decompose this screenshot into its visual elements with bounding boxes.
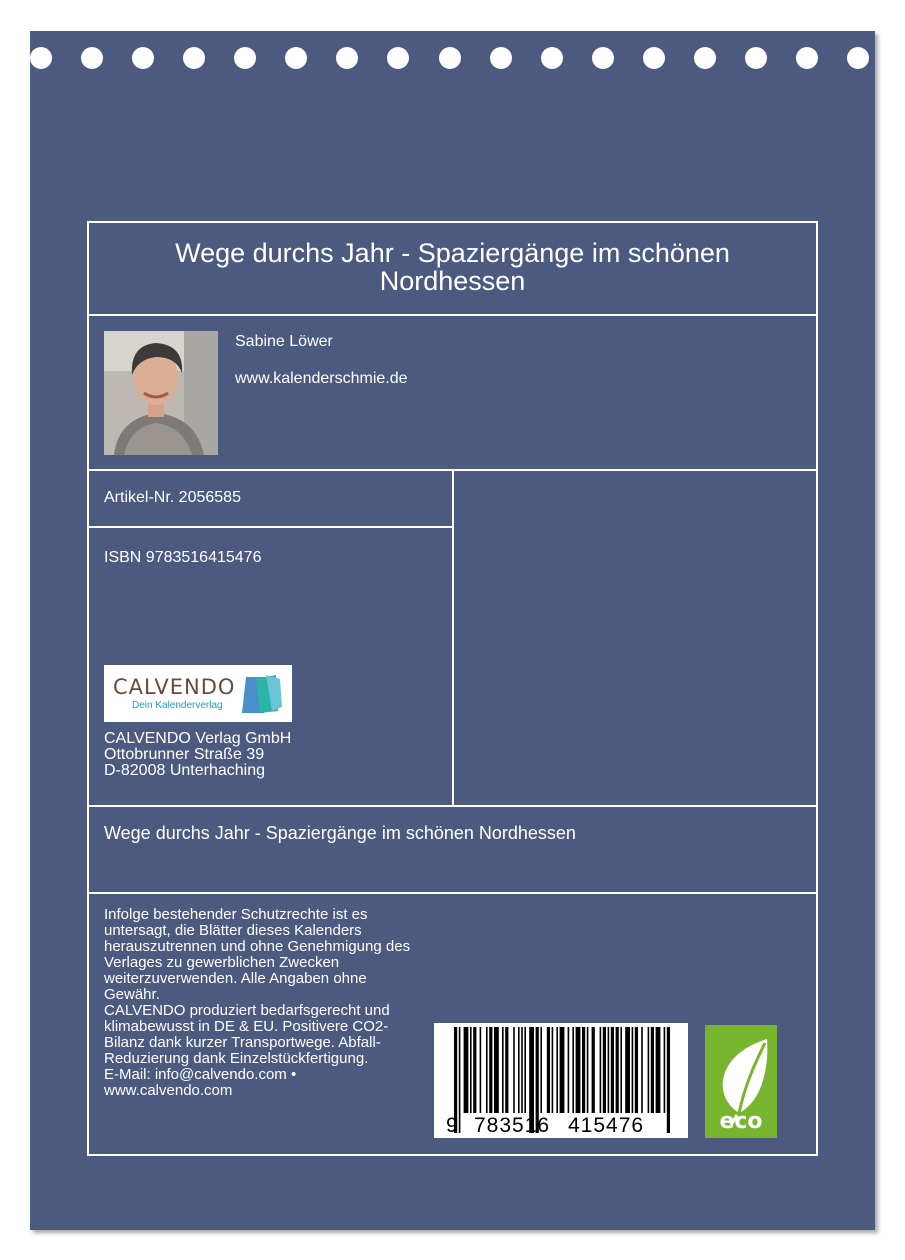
logo-tagline: Dein Kalenderverlag xyxy=(132,700,223,711)
punch-hole xyxy=(132,47,154,69)
legal-line: Bilanz dank kurzer Transportwege. Abfall- xyxy=(104,1034,381,1051)
calendar-back-cover xyxy=(30,31,875,1230)
legal-line: herauszutrennen und ohne Genehmigung des xyxy=(104,938,411,955)
punch-hole xyxy=(643,47,665,69)
legal-line: E-Mail: info@calvendo.com • xyxy=(104,1066,297,1083)
isbn-barcode xyxy=(434,1023,688,1138)
barcode-digit-first: 9 xyxy=(446,1114,458,1137)
author-website[interactable]: www.kalenderschmie.de xyxy=(235,370,408,387)
punch-hole xyxy=(387,47,409,69)
logo-wordmark: CALVENDO xyxy=(113,675,236,699)
punch-hole xyxy=(81,47,103,69)
punch-hole xyxy=(439,47,461,69)
publisher-city: D-82008 Unterhaching xyxy=(104,762,265,779)
barcode-group-one: 783516 xyxy=(474,1114,551,1137)
subtitle-box xyxy=(87,805,818,894)
legal-line: www.calvendo.com xyxy=(104,1082,233,1099)
author-name: Sabine Löwer xyxy=(235,333,333,350)
isbn: ISBN 9783516415476 xyxy=(104,549,262,566)
punch-hole xyxy=(234,47,256,69)
eco-badge xyxy=(705,1025,777,1138)
punch-hole xyxy=(745,47,767,69)
legal-line: Infolge bestehender Schutzrechte ist es xyxy=(104,906,368,923)
punch-hole xyxy=(694,47,716,69)
punch-hole xyxy=(336,47,358,69)
publisher-street: Ottobrunner Straße 39 xyxy=(104,746,265,763)
punch-hole xyxy=(30,47,52,69)
legal-line: Reduzierung dank Einzelstückfertigung. xyxy=(104,1050,369,1067)
punch-hole xyxy=(541,47,563,69)
legal-line: untersagt, die Blätter dieses Kalenders xyxy=(104,922,362,939)
legal-line: weiterzuverwenden. Alle Angaben ohne xyxy=(104,970,367,987)
punch-hole xyxy=(592,47,614,69)
empty-right-box xyxy=(452,469,818,807)
legal-text xyxy=(104,907,410,1099)
legal-line: Gewähr. xyxy=(104,986,160,1003)
subtitle-text: Wege durchs Jahr - Spaziergänge im schönen Nordhessen xyxy=(104,823,576,843)
calvendo-logo xyxy=(104,665,292,722)
title-box xyxy=(87,221,818,316)
punch-hole xyxy=(796,47,818,69)
publisher-name: CALVENDO Verlag GmbH xyxy=(104,730,292,747)
barcode-bars-icon xyxy=(434,1023,688,1138)
legal-line: klimabewusst in DE & EU. Positivere CO2- xyxy=(104,1018,389,1035)
author-photo xyxy=(104,331,218,455)
article-number: Artikel-Nr. 2056585 xyxy=(104,489,241,506)
barcode-group-two: 415476 xyxy=(568,1114,645,1137)
punch-hole xyxy=(490,47,512,69)
legal-line: CALVENDO produziert bedarfsgerecht und xyxy=(104,1002,390,1019)
logo-mark-icon xyxy=(242,673,282,715)
legal-line: Verlages zu gewerblichen Zwecken xyxy=(104,954,340,971)
calendar-title: Wege durchs Jahr - Spaziergänge im schönen Nordhessen xyxy=(175,238,730,296)
punch-hole xyxy=(183,47,205,69)
punch-hole xyxy=(847,47,869,69)
eco-label: eco xyxy=(719,1109,763,1134)
punch-hole xyxy=(285,47,307,69)
